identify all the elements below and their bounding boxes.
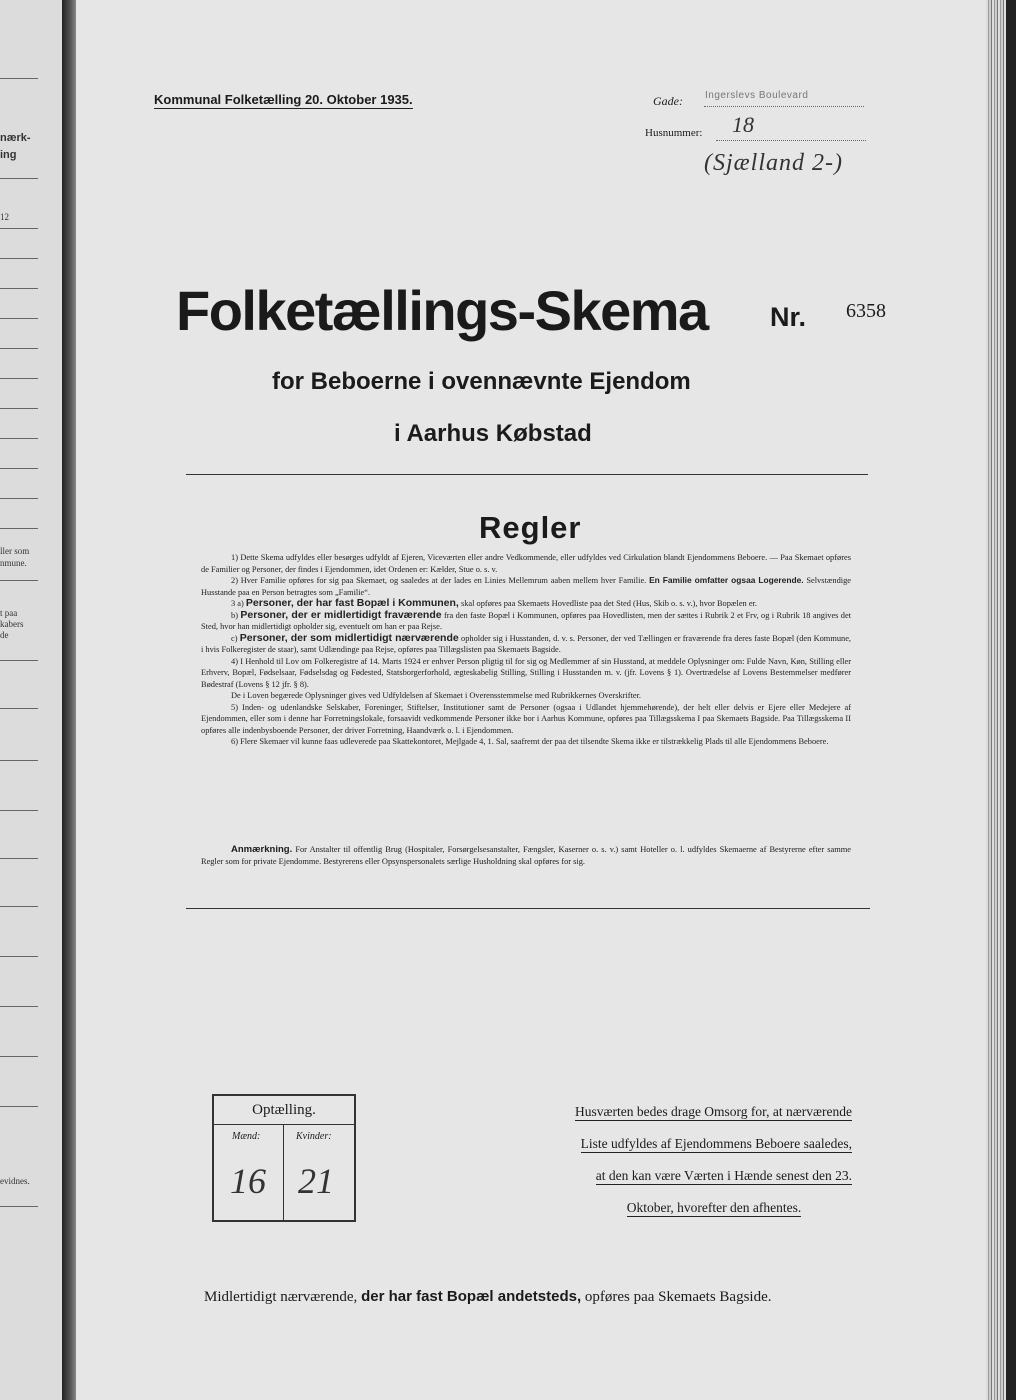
subtitle-town: i Aarhus Købstad	[394, 420, 592, 447]
form-title: Folketællings-Skema	[176, 279, 708, 342]
street-label: Gade:	[653, 94, 683, 108]
left-page-rule	[0, 1106, 38, 1107]
number-label: Nr.	[770, 302, 807, 332]
house-number-handwritten: 18	[732, 112, 754, 137]
form-number: 6358	[846, 300, 886, 322]
left-page-rule	[0, 810, 38, 811]
rule-2: 2) Hver Familie opføres for sig paa Skemaet, og saaledes at der lades en Linies Mellemrum aaben mellem hver Familie. En Familie omfatter ogsaa Logerende. Selvstændige Husstande paa en Person betragtes som „Familie“.	[201, 575, 852, 597]
left-page-rule	[0, 468, 38, 469]
left-page-rule	[0, 178, 38, 179]
left-page-rule	[0, 580, 38, 581]
left-page-edge	[0, 0, 62, 1400]
rule-1: 1) Dette Skema udfyldes eller besørges udfyldt af Ejeren, Viceværten eller andre Vedkommende, eller udfyldes ved Cirkulation blandt Ejendommens Beboere. — Paa Skemaet opføres de Familier og Personer, der findes i Ejendommen, idet Ordenen er: Kælder, Stue o. s. v.	[201, 553, 851, 574]
rule-5: 5) Inden- og udenlandske Selskaber, Foreninger, Stiftelser, Institutioner samt de Personer (ogsaa i Udlandet hjemmehørende), der helt eller delvis er Ejere eller Medejere af Ejendommen, eller som i denne har Forretningslokale, forsaavidt vedkommende Personer ikke bor i Aarhus Kommune, opføres paa Tillægsskema I paa Skemaets Bagside. Paa Tillægsskema II opføres alle indenbysboende Personer, der driver Forretning, Haandværk o. l. i Ejendommen.	[201, 702, 851, 735]
men-count: 16	[230, 1161, 266, 1201]
book-gutter	[62, 0, 76, 1400]
left-page-fragment: nmune.	[0, 558, 27, 568]
census-header: Kommunal Folketælling 20. Oktober 1935.	[154, 92, 413, 107]
remark-text: For Anstalter til offentlig Brug (Hospitaler, Forsørgelsesanstalter, Fængsler, Kaserner o. s. v.) samt Hoteller o. l. udfyldes Skemaerne af Bestyrerne efter samme Regler som for private Ejendomme. Bestyrerens eller Opsynspersonalets særlige Husholdning skal opføres for sig.	[201, 845, 851, 866]
house-dotted-line	[716, 140, 866, 141]
remark	[201, 844, 851, 867]
count-title: Optælling.	[252, 1102, 316, 1118]
left-page-fragment: de	[0, 630, 9, 640]
left-page-rule	[0, 498, 38, 499]
notice-line: Oktober, hvorefter den afhentes.	[626, 1200, 802, 1215]
left-page-rule	[0, 438, 38, 439]
left-page-fragment: t paa	[0, 608, 18, 618]
notice-line: Husværten bedes drage Omsorg for, at nærværende	[574, 1104, 852, 1119]
census-form-page	[76, 0, 986, 1400]
left-page-rule	[0, 906, 38, 907]
notice-line: at den kan være Værten i Hænde senest den 23.	[595, 1168, 852, 1183]
street-value: Ingerslevs Boulevard	[705, 90, 809, 101]
left-page-fragment: nærk-	[0, 132, 31, 144]
left-page-rule	[0, 408, 38, 409]
left-page-fragment: evidnes.	[0, 1176, 30, 1186]
landlord-notice	[506, 1096, 852, 1224]
rules-heading: Regler	[479, 510, 582, 545]
rule-4b: De i Loven begærede Oplysninger gives ved Udfyldelsen af Skemaet i Overensstemmelse med Rubrikkernes Overskrifter.	[231, 691, 642, 700]
left-page-fragment: ller som	[0, 546, 30, 556]
notice-line: Liste udfyldes af Ejendommens Beboere saaledes,	[580, 1136, 852, 1151]
remark-label: Anmærkning.	[231, 844, 293, 855]
rules-body	[201, 552, 851, 748]
left-page-rule	[0, 378, 38, 379]
women-label: Kvinder:	[296, 1131, 332, 1142]
house-number-label: Husnummer:	[645, 127, 703, 139]
divider-middle	[186, 908, 870, 909]
left-page-fragment: ing	[0, 149, 17, 161]
page-stack-edge	[986, 0, 1016, 1400]
left-page-rule	[0, 1206, 38, 1207]
rule-3c: c) Personer, der som midlertidigt nærværende opholder sig i Husstanden, d. v. s. Personer, der ved Tællingen er fraværende fra deres faste Bopæl (den Kommune, i hvis Folkeregister de staar), samt Udlændinge paa Rejse, opføres paa Tillægslisten paa Skemaets Bagside.	[201, 631, 852, 654]
street-dotted-line	[704, 106, 864, 107]
left-page-rule	[0, 318, 38, 319]
divider-top	[186, 474, 868, 475]
left-page-fragment: kabers	[0, 619, 24, 629]
left-page-rule	[0, 78, 38, 79]
left-page-rule	[0, 708, 38, 709]
left-page-rule	[0, 258, 38, 259]
rule-4: 4) I Henhold til Lov om Folkeregistre af 14. Marts 1924 er enhver Person pligtig til for sig og Medlemmer af sin Husstand, at meddele Oplysninger om: Fulde Navn, Køn, Stilling eller Erhverv, Bopæl, Fødselsaar, Fødselsdag og Fødested, Statsborgerforhold, ægteskabelig Stilling, Stilling i Husstanden m. v. (jfr. Lovens § 1). Overtrædelse af Lovens Bestemmelser medfører Bødestraf (Lovens § 12 jfr. § 8).	[201, 656, 851, 689]
left-page-rule	[0, 858, 38, 859]
left-page-rule	[0, 228, 38, 229]
left-page-rule	[0, 528, 38, 529]
footer-note: Midlertidigt nærværende, der har fast Bopæl andetsteds, opføres paa Skemaets Bagside.	[204, 1288, 772, 1305]
left-page-rule	[0, 760, 38, 761]
subtitle-residents: for Beboerne i ovennævnte Ejendom	[272, 368, 691, 395]
left-page-rule	[0, 956, 38, 957]
rule-6: 6) Flere Skemaer vil kunne faas udleverede paa Skattekontoret, Mejlgade 4, 1. Sal, saafremt der paa det tilsendte Skema ikke er tilstrækkelig Plads til alle Ejendommens Beboere.	[231, 737, 829, 746]
rule-3b: b) Personer, der er midlertidigt fraværende fra den faste Bopæl i Kommunen, opføres paa Hovedlisten, men der sættes i Rubrik 2 et Frv, og i Rubrik 18 angives det Sted, hvor han midlertidigt opholder sig, eventuelt om han er paa Rejse.	[201, 608, 852, 631]
handwritten-note: (Sjælland 2-)	[704, 150, 843, 176]
left-page-fragment: 12	[0, 212, 9, 222]
left-page-rule	[0, 1056, 38, 1057]
rule-3a: 3 a) Personer, der har fast Bopæl i Kommunen, skal opføres paa Skemaets Hovedliste paa det Sted (Hus, Skib o. s. v.), hvor Bopælen er.	[231, 597, 757, 609]
left-page-rule	[0, 660, 38, 661]
men-label: Mænd:	[232, 1131, 261, 1142]
count-box	[212, 1094, 356, 1222]
count-box-divider	[214, 1124, 354, 1125]
left-page-rule	[0, 1006, 38, 1007]
left-page-rule	[0, 288, 38, 289]
count-box-column-divider	[283, 1124, 284, 1220]
left-page-rule	[0, 348, 38, 349]
women-count: 21	[298, 1161, 334, 1201]
